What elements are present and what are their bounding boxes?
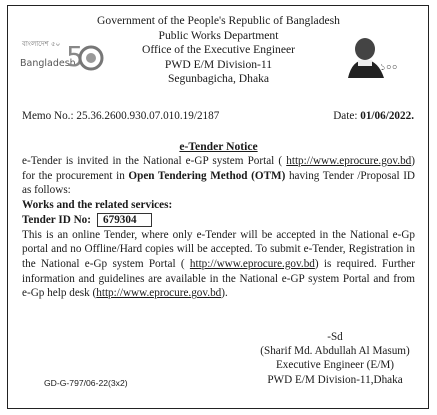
notice-title: e-Tender Notice xyxy=(179,140,258,153)
registration-link[interactable]: http://www.eprocure.gov.bd xyxy=(189,257,315,270)
works-heading-text: Works and the related services: xyxy=(22,199,173,212)
signature-block xyxy=(250,330,420,387)
mujib-100-logo xyxy=(340,34,410,78)
tender-method: Open Tendering Method (OTM) xyxy=(128,169,286,182)
bangladesh-50-logo xyxy=(20,36,102,76)
date-label: Date: xyxy=(333,110,361,122)
signature-sd: -Sd xyxy=(327,331,343,343)
header-department: Public Works Department xyxy=(158,28,279,42)
instructions-text-2: ) is required. Further information and guidelines are available in the National e-GP system Portal and from e-Gp help desk ( xyxy=(22,257,415,300)
header-division: PWD E/M Division-11 xyxy=(164,57,273,71)
memo-row xyxy=(22,110,414,122)
portal-link[interactable]: http://www.eprocure.gov.bd xyxy=(286,155,412,167)
header-government: Government of the People's Republic of Bangladesh xyxy=(97,14,340,27)
works-heading xyxy=(22,198,415,213)
instructions-text-3: ). xyxy=(221,287,228,300)
instructions-text-1: This is an online Tender, where only e-Tender will be accepted in the National e-Gp portal and no Offline/Hard copies will be accepted. To submit e-Tender, Registration in the National e-Gp system Portal ( xyxy=(22,228,415,270)
memo-date xyxy=(333,110,414,122)
header-office: Office of the Executive Engineer xyxy=(141,43,295,57)
header-location: Segunbagicha, Dhaka xyxy=(167,72,270,86)
svg-text:১০০: ১০০ xyxy=(380,63,398,73)
intro-text-2: ) for the procurement in xyxy=(22,155,415,182)
logo-bangla-text: বাংলাদেশ ৫০ xyxy=(22,40,61,48)
intro-text-3: having Tender /Proposal ID as follows: xyxy=(22,169,415,197)
intro-paragraph xyxy=(22,154,415,198)
help-desk-link[interactable]: http://www.eprocure.gov.bd xyxy=(96,287,222,300)
logo-bangladesh-text: Bangladesh xyxy=(20,58,76,69)
tender-id-row xyxy=(22,213,415,228)
signatory-designation: Executive Engineer (E/M) xyxy=(275,359,395,372)
tender-id-value: 679304 xyxy=(97,213,152,227)
signatory-name: (Sharif Md. Abdullah Al Masum) xyxy=(260,345,410,358)
tender-id-label: Tender ID No: xyxy=(22,213,91,226)
fifty-emblem-icon xyxy=(64,36,104,76)
memo-number: Memo No.: 25.36.2600.930.07.010.19/2187 xyxy=(22,110,220,122)
publication-code: GD-G-797/06-22(3x2) xyxy=(44,378,128,388)
instructions-paragraph xyxy=(22,228,415,302)
svg-text:5: 5 xyxy=(66,40,84,73)
portrait-icon xyxy=(340,34,410,78)
notice-body xyxy=(22,154,415,301)
signatory-office: PWD E/M Division-11,Dhaka xyxy=(267,373,403,386)
intro-text-1: e-Tender is invited in the National e-GP system Portal ( xyxy=(22,155,287,167)
date-value: 01/06/2022. xyxy=(360,110,414,122)
